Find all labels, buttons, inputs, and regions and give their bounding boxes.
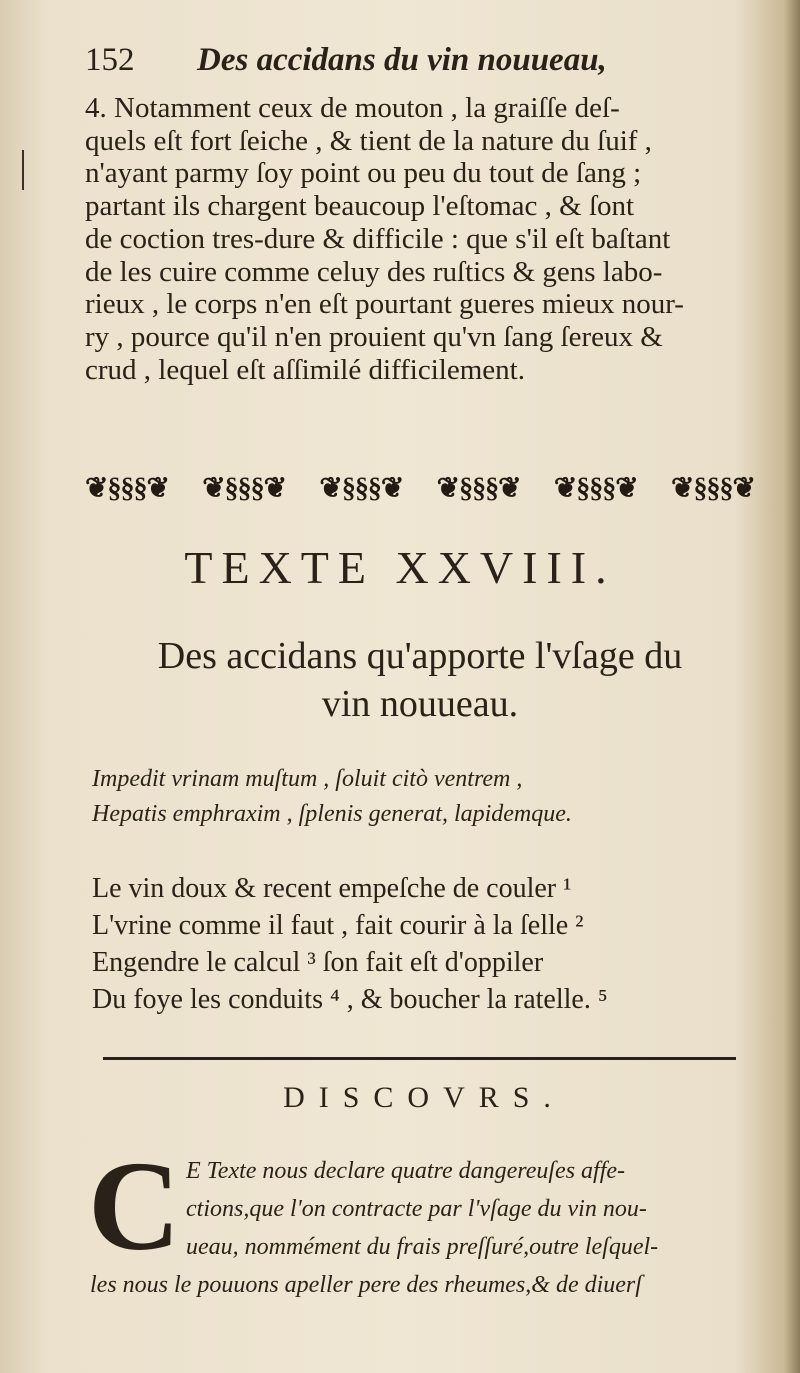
section-title: TEXTE XXVIII. xyxy=(184,542,616,593)
latin-line: Impedit vrinam muſtum , ſoluit citò ventrem , xyxy=(92,766,523,792)
body-line: ueau, nommément du frais preſſuré,outre leſquel- xyxy=(186,1234,659,1260)
page-header xyxy=(85,42,755,92)
running-head: Des accidans du vin nouueau, xyxy=(197,42,607,78)
discours-body xyxy=(186,1152,756,1266)
paragraph-4 xyxy=(85,92,757,386)
ornamental-band xyxy=(85,466,755,510)
text-line: rieux , le corps n'en eſt pourtant gueres mieux nour- xyxy=(85,288,684,321)
page-number: 152 xyxy=(85,42,135,78)
text-line: de les cuire comme celuy des ruſtics & gens labo- xyxy=(85,255,663,288)
body-line: ctions,que l'on contracte par l'vſage du vin nou- xyxy=(186,1196,647,1222)
subtitle-line: vin nouueau. xyxy=(321,683,519,725)
verse-line: Engendre le calcul ³ ſon fait eſt d'oppiler xyxy=(92,947,544,978)
verse-line: Du foye les conduits ⁴ , & boucher la ratelle. ⁵ xyxy=(92,984,608,1015)
french-verse xyxy=(92,870,752,1018)
drop-cap: C xyxy=(88,1135,181,1277)
ornament-icon: ❦§§§❦ xyxy=(553,473,638,504)
discours-heading: DISCOVRS. xyxy=(283,1081,565,1114)
text-line: n'ayant parmy ſoy point ou peu du tout de ſang ; xyxy=(85,157,642,190)
ornament-icon: ❦§§§❦ xyxy=(202,473,287,504)
subtitle-line: Des accidans qu'apporte l'vſage du xyxy=(157,635,683,677)
ornament-icon: ❦§§§❦ xyxy=(436,473,521,504)
verse-line: Le vin doux & recent empeſche de couler ¹ xyxy=(92,873,572,904)
text-line: quels eſt fort ſeiche , & tient de la nature du ſuif , xyxy=(85,124,652,157)
body-line-last: les nous le pouuons apeller pere des rheumes,& de diuerſ xyxy=(90,1272,642,1298)
horizontal-rule xyxy=(103,1057,736,1060)
ornament-icon: ❦§§§❦ xyxy=(85,473,169,504)
text-line: ry , pource qu'il n'en prouient qu'vn ſang ſereux & xyxy=(85,320,663,353)
verse-line: L'vrine comme il faut , fait courir à la ſelle ² xyxy=(92,910,584,941)
text-line: 4. Notamment ceux de mouton , la graiſſe deſ- xyxy=(85,92,620,124)
text-line: de coction tres-dure & difficile : que s'il eſt baſtant xyxy=(85,222,671,255)
text-line: crud , lequel eſt aſſimilé difficilement. xyxy=(85,353,525,386)
latin-line: Hepatis emphraxim , ſplenis generat, lapidemque. xyxy=(92,801,572,827)
body-line: E Texte nous declare quatre dangereuſes affe- xyxy=(186,1158,626,1184)
latin-verse xyxy=(92,762,752,832)
text-line: partant ils chargent beaucoup l'eſtomac , & ſont xyxy=(85,190,635,223)
ornament-icon: ❦§§§❦ xyxy=(319,473,404,504)
margin-mark xyxy=(22,150,24,190)
section-subtitle xyxy=(0,632,800,728)
ornament-icon: ❦§§§❦ xyxy=(671,473,755,504)
